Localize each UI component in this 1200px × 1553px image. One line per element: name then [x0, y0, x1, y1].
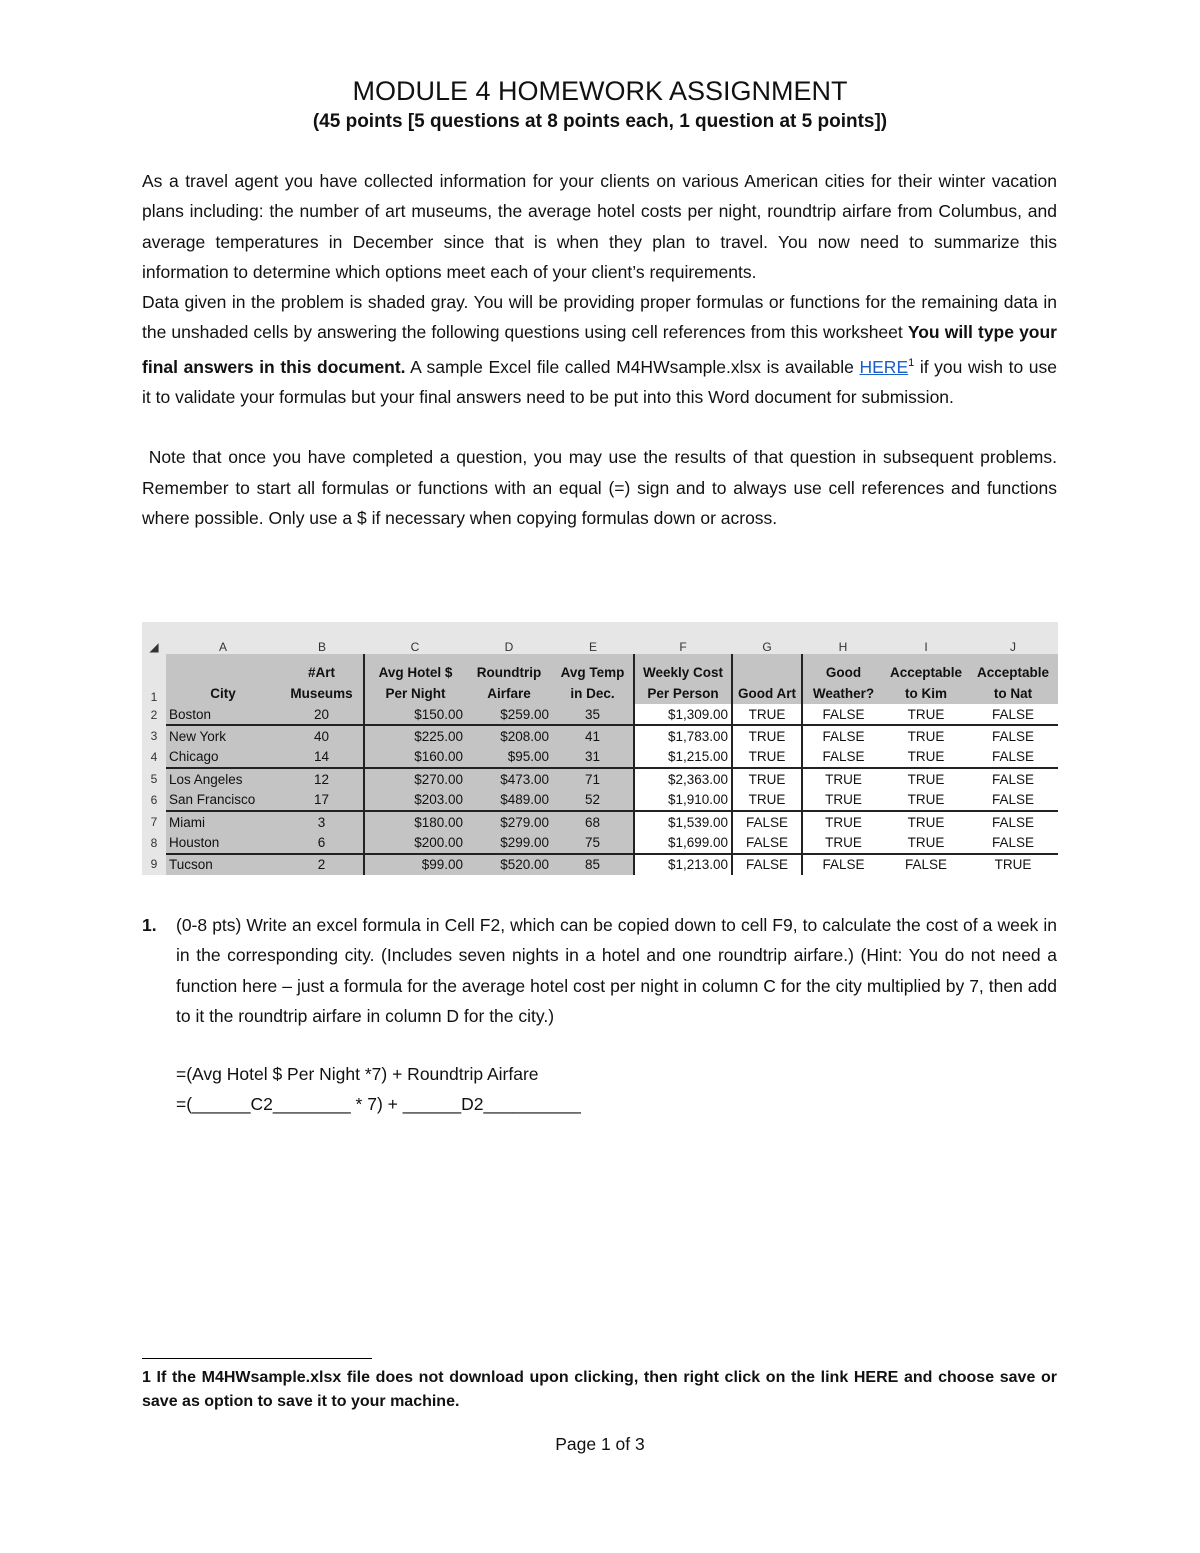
header-cell: #Art Museums	[280, 654, 364, 704]
column-header-i: I	[884, 622, 968, 654]
row-number: 9	[142, 854, 166, 875]
cell-h5: TRUE	[802, 768, 884, 789]
header-cell: Good Art	[732, 654, 802, 704]
cell-a8: Houston	[166, 832, 280, 853]
cell-a7: Miami	[166, 811, 280, 832]
cell-b3: 40	[280, 725, 364, 746]
cell-e3: 41	[552, 725, 634, 746]
cell-e8: 75	[552, 832, 634, 853]
cell-i9: FALSE	[884, 854, 968, 875]
bold-text: You will type your final answers in this document.	[142, 322, 1057, 377]
body-text	[142, 166, 1062, 533]
cell-a4: Chicago	[166, 747, 280, 768]
cell-d4: $95.00	[466, 747, 552, 768]
column-header-e: E	[552, 622, 634, 654]
row-number: 6	[142, 790, 166, 811]
column-header-g: G	[732, 622, 802, 654]
header-cell: Acceptable to Nat	[968, 654, 1058, 704]
formula-description: =(Avg Hotel $ Per Night *7) + Roundtrip Airfare	[176, 1064, 539, 1084]
row-number: 4	[142, 747, 166, 768]
cell-e2: 35	[552, 704, 634, 725]
header-cell: Avg Hotel $ Per Night	[364, 654, 466, 704]
page-title: MODULE 4 HOMEWORK ASSIGNMENT	[352, 76, 848, 106]
header-cell: Weekly Cost Per Person	[634, 654, 732, 704]
cell-j6: FALSE	[991, 792, 1035, 808]
row-number: 8	[142, 832, 166, 853]
cell-b8: 6	[280, 832, 364, 853]
cell-f8: $1,699.00	[634, 832, 732, 853]
cell-g7: FALSE	[732, 811, 802, 832]
intro-paragraph: As a travel agent you have collected information for your clients on various American cities for their winter vacation plans including: the number of art museums, the average hotel costs per night, roundtrip airfare from Columbus, and average temperatures in December since that is when they plan to travel. You now need to summarize this information to determine which options meet each of your client’s requirements.	[142, 171, 1057, 282]
table-row	[142, 747, 1058, 768]
cell-e4: 31	[552, 747, 634, 768]
question-number: 1.	[142, 915, 157, 935]
column-header-j: J	[968, 622, 1058, 654]
cell-h7: TRUE	[802, 811, 884, 832]
cell-i2: TRUE	[907, 706, 945, 722]
row-number: 5	[142, 768, 166, 789]
data-paragraph	[142, 287, 1057, 412]
row-number: 2	[142, 704, 166, 725]
spreadsheet-image	[142, 622, 1058, 876]
column-header-a: A	[166, 622, 280, 654]
header-cell: Roundtrip Airfare	[466, 654, 552, 704]
cell-c7: $180.00	[364, 811, 466, 832]
cell-d5: $473.00	[466, 768, 552, 789]
column-header-b: B	[280, 622, 364, 654]
cell-b4: 14	[280, 747, 364, 768]
cell-i3: TRUE	[884, 725, 968, 746]
table-row	[142, 811, 1058, 832]
cell-j8: FALSE	[991, 835, 1035, 851]
cell-i5: TRUE	[884, 768, 968, 789]
cell-h9: FALSE	[802, 854, 884, 875]
cell-f7: $1,539.00	[634, 811, 732, 832]
table-row	[142, 832, 1058, 853]
cell-c5: $270.00	[364, 768, 466, 789]
cell-c2: $150.00	[364, 704, 466, 725]
cell-g6: TRUE	[732, 790, 802, 811]
column-header-h: H	[802, 622, 884, 654]
cell-b7: 3	[280, 811, 364, 832]
formula-answer: =(______C2________ * 7) + ______D2__________	[176, 1094, 581, 1114]
cell-g8: FALSE	[732, 832, 802, 853]
cell-f6: $1,910.00	[634, 790, 732, 811]
table-row	[142, 704, 1058, 725]
cell-c8: $200.00	[364, 832, 466, 853]
header-cell: Avg Temp in Dec.	[552, 654, 634, 704]
cell-j9: TRUE	[968, 854, 1058, 875]
cell-d8: $299.00	[466, 832, 552, 853]
table-row	[142, 768, 1058, 789]
cell-f5: $2,363.00	[634, 768, 732, 789]
cell-a6: San Francisco	[166, 790, 280, 811]
cell-d7: $279.00	[466, 811, 552, 832]
cell-a3: New York	[166, 725, 280, 746]
text: A sample Excel file called M4HWsample.xlsx is available	[405, 356, 860, 377]
page-subtitle: (45 points [5 questions at 8 points each, 1 question at 5 points])	[312, 111, 888, 132]
cell-e6: 52	[552, 790, 634, 811]
cell-g3: TRUE	[732, 725, 802, 746]
cell-j5: FALSE	[968, 768, 1058, 789]
note-paragraph: Note that once you have completed a question, you may use the results of that question in subsequent problems. Remember to start all formulas or functions with an equal (=) sign and to always use cell references and functions where possible. Only use a $ if necessary when copying formulas down or across.	[142, 447, 1062, 528]
cell-j7: FALSE	[968, 811, 1058, 832]
cell-b9: 2	[280, 854, 364, 875]
cell-j2: FALSE	[991, 706, 1035, 722]
cell-j4: FALSE	[991, 749, 1035, 765]
cell-h8: TRUE	[802, 832, 884, 853]
cell-c3: $225.00	[364, 725, 466, 746]
cell-i6: TRUE	[907, 792, 945, 808]
cell-i4: TRUE	[907, 749, 945, 765]
here-link[interactable]: HERE	[859, 356, 909, 377]
cell-a2: Boston	[166, 704, 280, 725]
cell-f9: $1,213.00	[634, 854, 732, 875]
column-header-d: D	[466, 622, 552, 654]
cell-e7: 68	[552, 811, 634, 832]
cell-f3: $1,783.00	[634, 725, 732, 746]
cell-h4: FALSE	[802, 747, 884, 768]
cell-h2: FALSE	[802, 704, 884, 725]
cell-a5: Los Angeles	[166, 768, 280, 789]
page-number: Page 1 of 3	[555, 1434, 645, 1454]
cell-b6: 17	[280, 790, 364, 811]
cell-g2: TRUE	[732, 704, 802, 725]
cell-f4: $1,215.00	[634, 747, 732, 768]
cell-a9: Tucson	[166, 854, 280, 875]
text: if you wish to use it to validate your formulas but your final answers need to be put into this Word document for submission.	[142, 356, 1057, 407]
column-header-f: F	[634, 622, 732, 654]
cell-e5: 71	[552, 768, 634, 789]
column-header-c: C	[364, 622, 466, 654]
text: Data given in the problem is shaded gray. You will be providing proper formulas or functions for the remaining data in the unshaded cells by answering the following questions using cell references from this worksheet	[142, 292, 1057, 343]
corner-cell: ◢	[142, 622, 166, 654]
cell-d9: $520.00	[466, 854, 552, 875]
row-number: 7	[142, 811, 166, 832]
cell-g5: TRUE	[732, 768, 802, 789]
cell-h6: TRUE	[802, 790, 884, 811]
cell-j3: FALSE	[968, 725, 1058, 746]
header-cell: Good Weather?	[802, 654, 884, 704]
header-cell: Acceptable to Kim	[884, 654, 968, 704]
cell-b5: 12	[280, 768, 364, 789]
header-cell: City	[166, 654, 280, 704]
cell-i8: TRUE	[907, 835, 945, 851]
cell-g9: FALSE	[732, 854, 802, 875]
question-text: (0-8 pts) Write an excel formula in Cell F2, which can be copied down to cell F9, to calculate the cost of a week in in the corresponding city. (Includes seven nights in a hotel and one roundtrip airfare.) (Hint: You do not need a function here – just a formula for the average hotel cost per night in column C for the city multiplied by 7, then add to it the roundtrip airfare in column D for the city.)	[176, 915, 1057, 1026]
footnote: 1 If the M4HWsample.xlsx file does not download upon clicking, then right click on the link HERE and choose save or save as option to save it to your machine.	[142, 1369, 1057, 1410]
footnote-ref: 1	[908, 356, 915, 369]
footnote-separator	[142, 1358, 372, 1359]
row-number: 1	[142, 654, 166, 704]
row-number: 3	[142, 725, 166, 746]
table-row	[142, 725, 1058, 746]
table-row	[142, 790, 1058, 811]
cell-g4: TRUE	[732, 747, 802, 768]
cell-d3: $208.00	[466, 725, 552, 746]
cell-h3: FALSE	[802, 725, 884, 746]
cell-c6: $203.00	[364, 790, 466, 811]
cell-d6: $489.00	[466, 790, 552, 811]
cell-b2: 20	[280, 704, 364, 725]
cell-c4: $160.00	[364, 747, 466, 768]
cell-i7: TRUE	[884, 811, 968, 832]
cell-e9: 85	[552, 854, 634, 875]
cell-f2: $1,309.00	[634, 704, 732, 725]
cell-d2: $259.00	[466, 704, 552, 725]
cell-c9: $99.00	[364, 854, 466, 875]
question-1	[142, 910, 1057, 1031]
table-row	[142, 854, 1058, 875]
